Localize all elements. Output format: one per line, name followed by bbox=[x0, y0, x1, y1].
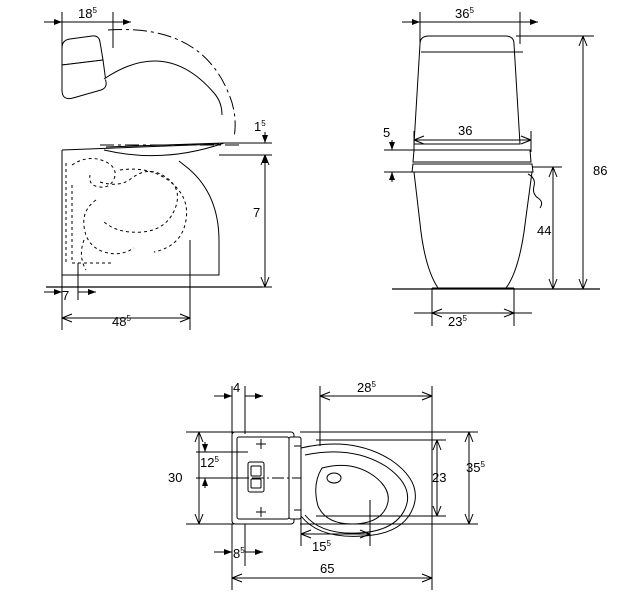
dim-side-bowl-height: 7 bbox=[253, 205, 261, 220]
dim-side-back-offset: 7 bbox=[62, 288, 70, 303]
dim-plan-bowl-front: $28^5$ bbox=[357, 380, 376, 395]
dim-side-seat-gap: $1^5$ bbox=[254, 119, 266, 134]
dim-front-tank-width: $36^5$ bbox=[455, 6, 474, 21]
dim-front-foot-width: $23^5$ bbox=[448, 314, 467, 329]
dim-front-total-height: 86 bbox=[593, 163, 608, 178]
dim-plan-left-offset: $8^5$ bbox=[233, 546, 245, 561]
dim-plan-small-offset: $12^5$ bbox=[200, 455, 219, 470]
dim-plan-side-depth: 30 bbox=[168, 470, 183, 485]
dim-plan-total-length: 65 bbox=[320, 561, 335, 576]
front-elevation-view bbox=[384, 12, 600, 326]
dim-plan-bowl-width: 23 bbox=[432, 470, 447, 485]
dim-front-seat-thickness: 5 bbox=[383, 125, 391, 140]
dim-front-bowl-height: 44 bbox=[537, 223, 552, 238]
dim-side-top-width: $18^5$ bbox=[78, 6, 97, 21]
dim-side-total-depth: $48^5$ bbox=[112, 314, 131, 329]
dim-plan-inlet-offset: 4 bbox=[233, 380, 241, 395]
top-plan-view bbox=[186, 386, 478, 590]
dim-plan-overall-width: $35^5$ bbox=[466, 460, 485, 475]
dim-plan-mid-length: $15^5$ bbox=[312, 539, 331, 554]
side-elevation-view bbox=[44, 12, 272, 330]
dim-front-seat-width: 36 bbox=[458, 123, 473, 138]
